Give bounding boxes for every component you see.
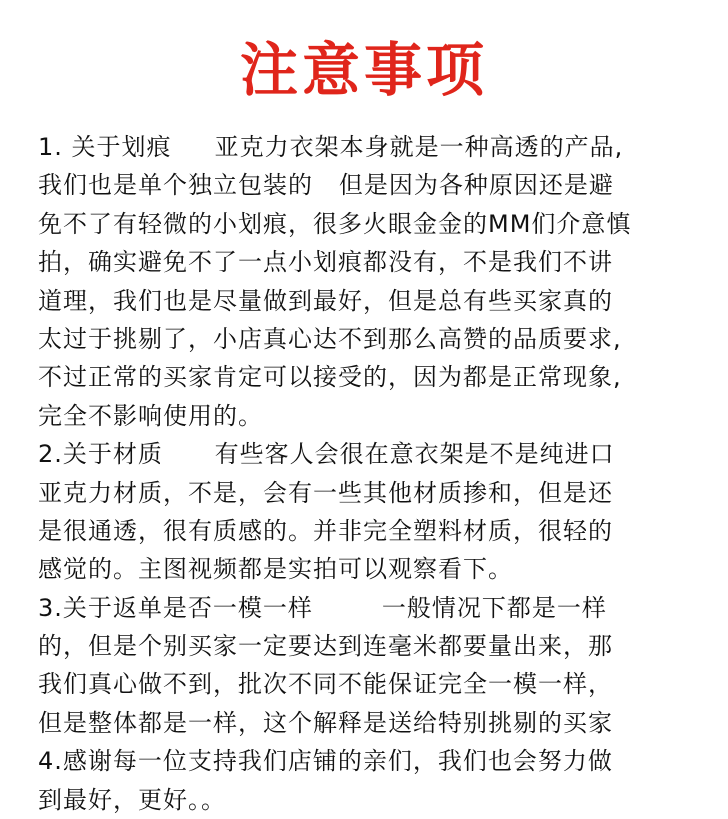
page-title: 注意事项 (239, 36, 488, 104)
notice-line: 我们真心做不到，批次不同不能保证完全一模一样， (38, 670, 613, 699)
notice-line: 4.感谢每一位支持我们店铺的亲们，我们也会努力做 (38, 747, 613, 776)
notice-line: 太过于挑剔了，小店真心达不到那么高赞的品质要求, (38, 324, 622, 353)
notice-line: 1. 关于划痕 亚克力衣架本身就是一种高透的产品, (38, 133, 624, 161)
notice-body (38, 128, 714, 819)
notice-line: 但是整体都是一样，这个解释是送给特别挑剔的买家 (38, 708, 613, 737)
notice-line: 是很通透，很有质感的。并非完全塑料材质，很轻的 (38, 516, 613, 545)
notice-line: 感觉的。主图视频都是实拍可以观察看下。 (38, 555, 513, 584)
notice-line: 到最好，更好。。 (38, 785, 226, 814)
notice-line: 免不了有轻微的小划痕，很多火眼金金的MM们介意慎 (38, 209, 632, 238)
notice-line: 道理，我们也是尽量做到最好，但是总有些买家真的 (38, 286, 613, 315)
notice-line: 2.关于材质 有些客人会很在意衣架是不是纯进口 (38, 440, 615, 469)
notice-line: 亚克力材质，不是，会有一些其他材质掺和，但是还 (38, 478, 613, 507)
notice-line: 完全不影响使用的。 (38, 401, 263, 430)
notice-line: 3.关于返单是否一模一样 一般情况下都是一样 (38, 593, 607, 622)
notice-line: 拍，确实避免不了一点小划痕都没有，不是我们不讲 (38, 248, 613, 277)
notice-line: 不过正常的买家肯定可以接受的，因为都是正常现象, (38, 363, 622, 392)
notice-line: 的，但是个别买家一定要达到连毫米都要量出来，那 (38, 632, 613, 661)
notice-line: 我们也是单个独立包装的 但是因为各种原因还是避 (38, 171, 614, 200)
